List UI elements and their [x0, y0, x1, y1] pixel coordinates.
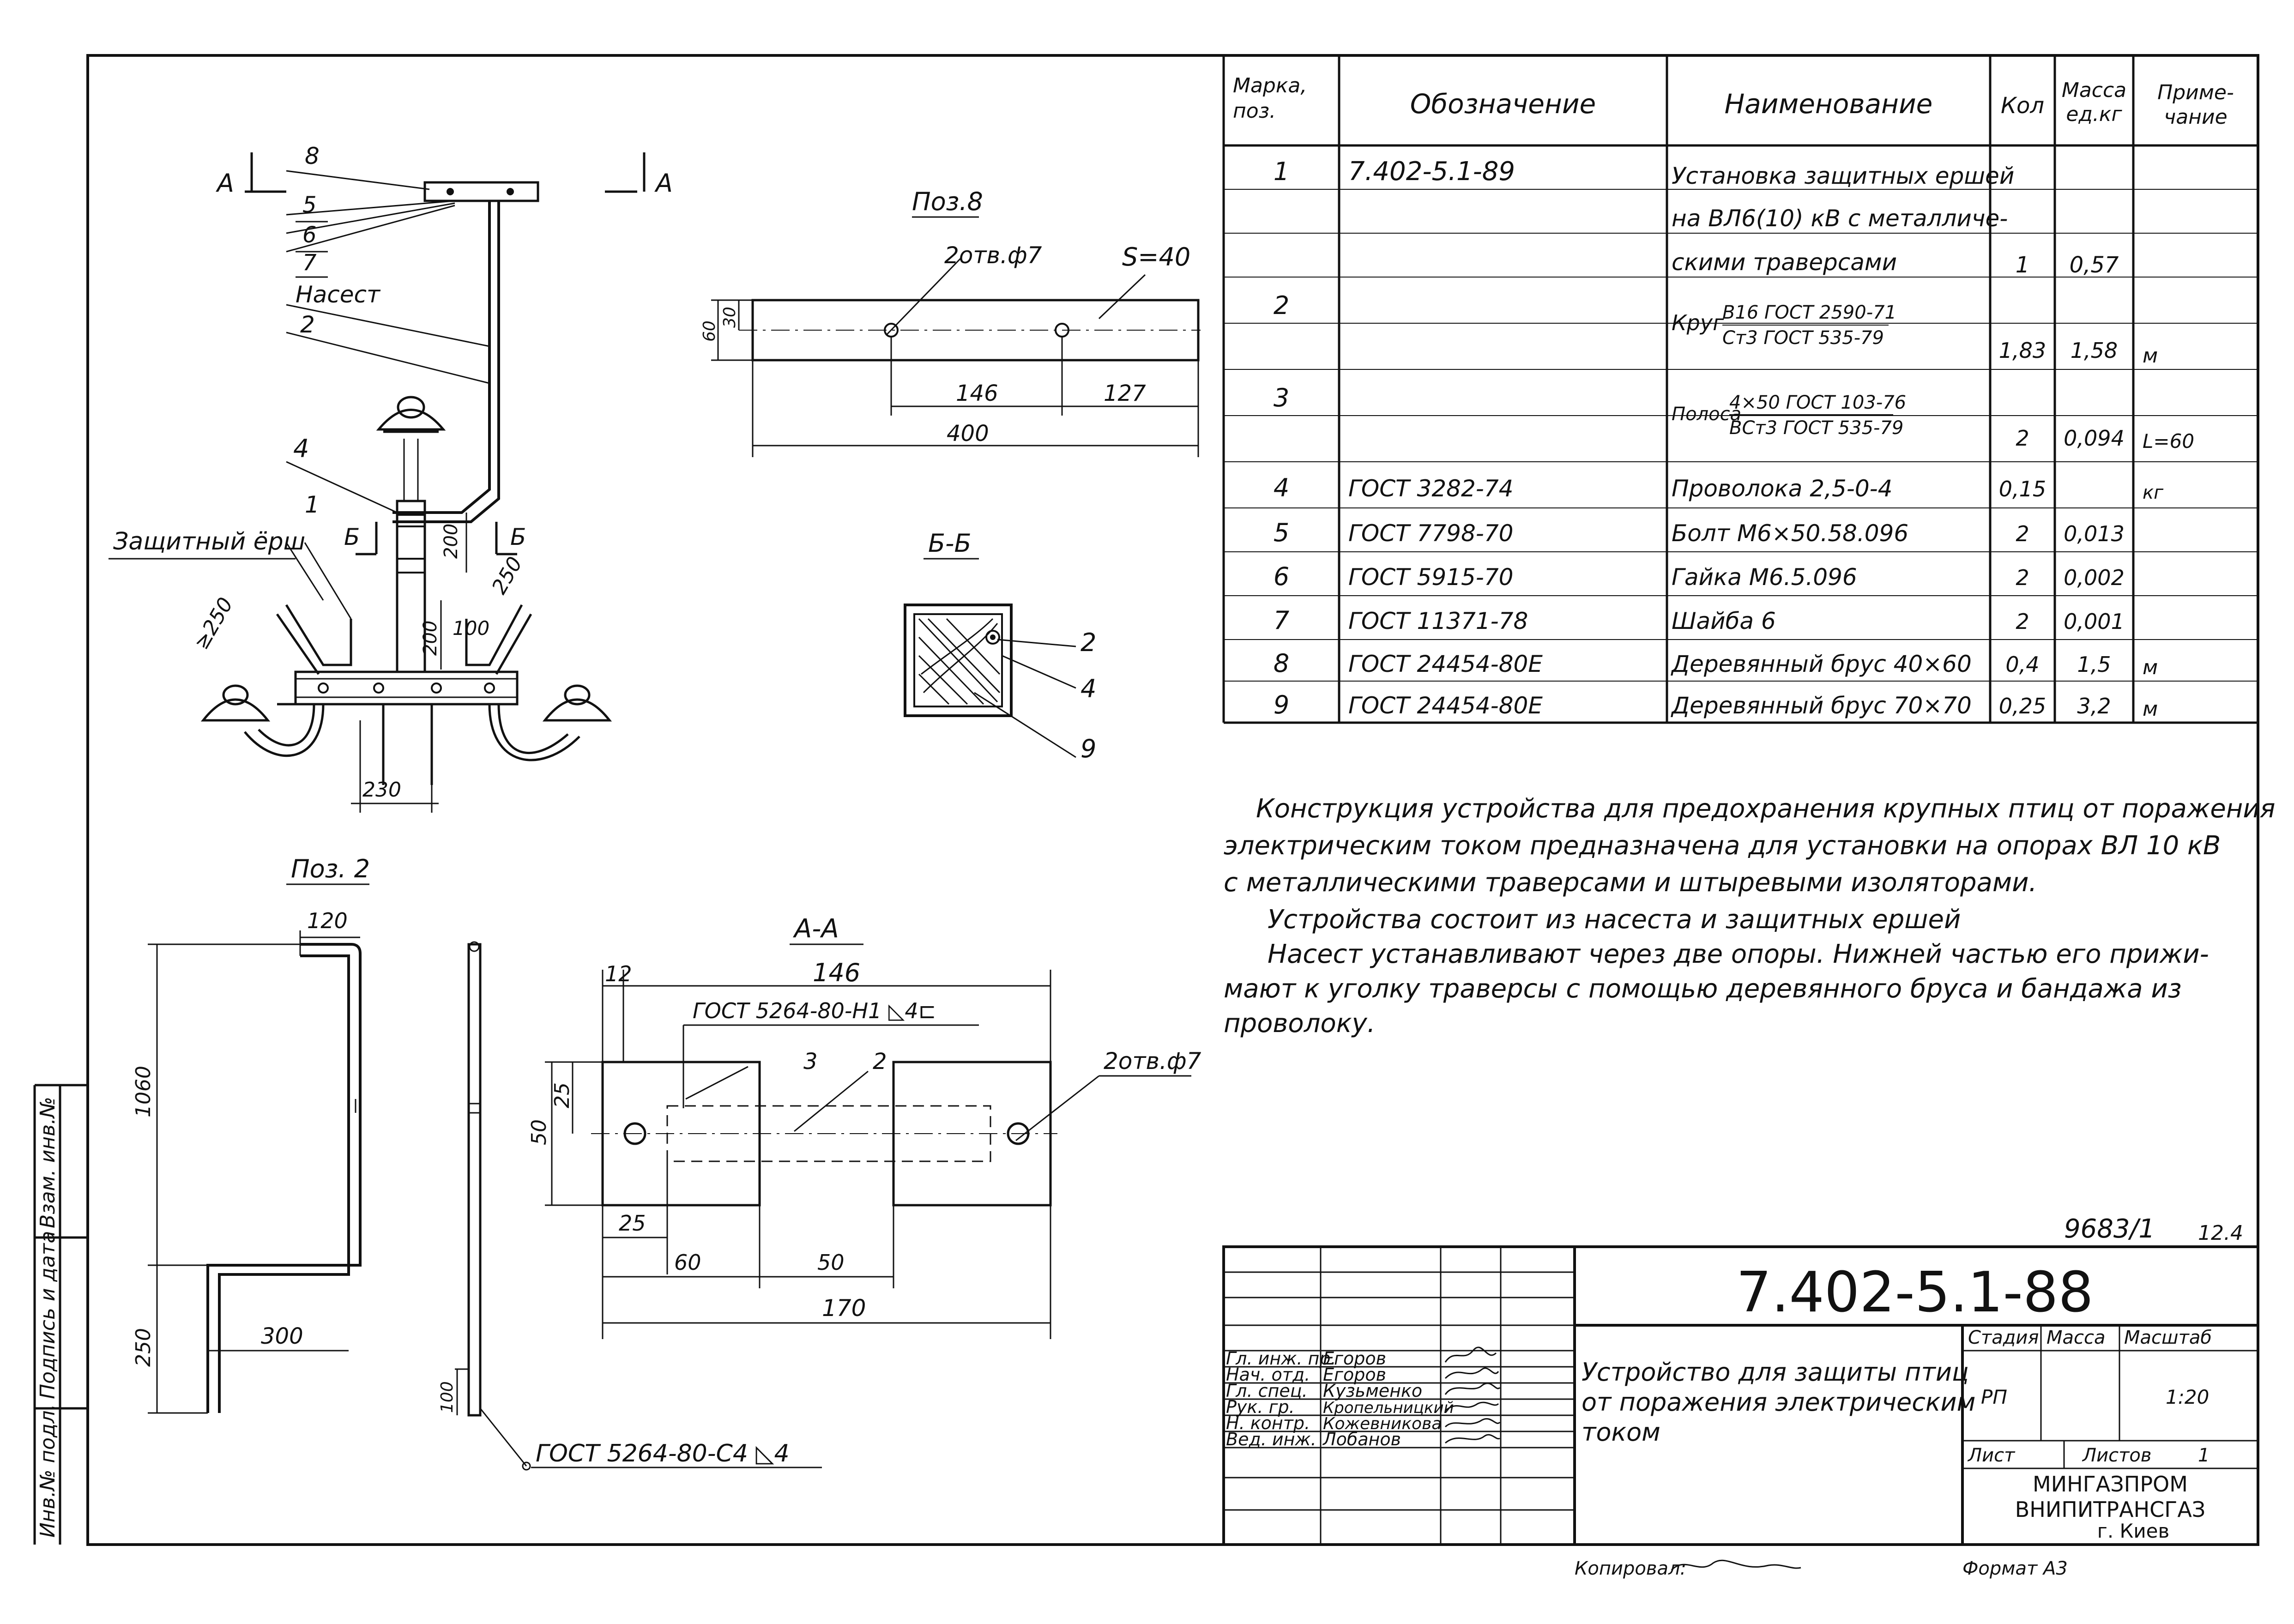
svg-text:250: 250 — [487, 553, 527, 598]
signature-icon — [1445, 1347, 1500, 1443]
svg-text:200: 200 — [441, 523, 462, 559]
svg-text:Масса: Масса — [2046, 1327, 2106, 1348]
svg-text:Листов: Листов — [2083, 1445, 2152, 1466]
svg-text:Егоров: Егоров — [1323, 1348, 1386, 1369]
table-row — [1274, 606, 2125, 635]
svg-text:1: 1 — [305, 491, 320, 518]
section-aa-title: А-А — [794, 914, 839, 944]
svg-text:3: 3 — [803, 1049, 818, 1075]
footer — [1575, 1558, 2068, 1579]
svg-text:мают к уголку траверсы с помощ: мают к уголку траверсы с помощью деревянного бруса и бандажа из — [1224, 974, 2182, 1004]
svg-text:60: 60 — [674, 1250, 701, 1275]
svg-text:0,094: 0,094 — [2064, 426, 2125, 451]
svg-text:200: 200 — [420, 620, 441, 656]
hdr-mass-2: ед.кг — [2066, 103, 2122, 126]
svg-text:Деревянный брус 40×60: Деревянный брус 40×60 — [1672, 651, 1972, 677]
callout-labels — [113, 143, 381, 555]
svg-text:0,25: 0,25 — [1998, 694, 2046, 718]
svg-text:250: 250 — [132, 1328, 155, 1367]
hdr-name: Наименование — [1724, 88, 1933, 120]
svg-text:скими траверсами: скими траверсами — [1672, 249, 1897, 276]
svg-text:Кожевникова: Кожевникова — [1323, 1414, 1442, 1433]
svg-text:3: 3 — [1273, 383, 1290, 412]
section-aa-weld: ГОСТ 5264-80-Н1 ◺4⊏ — [693, 998, 936, 1023]
svg-text:Насест: Насест — [296, 281, 380, 308]
svg-text:Егоров: Егоров — [1323, 1364, 1386, 1385]
hdr-note-1: Приме- — [2157, 81, 2234, 104]
svg-text:Полоса: Полоса — [1672, 404, 1742, 425]
svg-text:25: 25 — [550, 1082, 574, 1108]
pos2-title: Поз. 2 — [291, 854, 370, 883]
table-row — [1274, 649, 2158, 679]
svg-text:8: 8 — [305, 143, 320, 169]
title-block — [1224, 1214, 2258, 1545]
svg-text:Стадия: Стадия — [1968, 1327, 2039, 1348]
table-row — [1274, 562, 2125, 591]
svg-text:50: 50 — [817, 1250, 845, 1275]
svg-text:9: 9 — [1081, 734, 1097, 763]
svg-text:Кузьменко: Кузьменко — [1323, 1381, 1423, 1401]
svg-text:Деревянный брус 70×70: Деревянный брус 70×70 — [1672, 692, 1972, 719]
svg-text:Шайба 6: Шайба 6 — [1672, 608, 1776, 634]
svg-text:Нач. отд.: Нач. отд. — [1226, 1364, 1310, 1385]
svg-text:7: 7 — [1273, 606, 1290, 635]
section-bb-title: Б-Б — [928, 529, 972, 558]
svg-text:2: 2 — [2016, 609, 2029, 634]
table-row — [1274, 690, 2158, 721]
hdr-mark-1: Марка, — [1233, 74, 1307, 97]
svg-text:Конструкция устройства для пре: Конструкция устройства для предохранения крупных птиц от поражения — [1256, 794, 2276, 824]
side-stamp-replace: Взам. инв.№ — [36, 1097, 60, 1228]
svg-text:146: 146 — [813, 958, 861, 987]
svg-text:Гл. спец.: Гл. спец. — [1226, 1381, 1308, 1401]
svg-text:Гайка М6.5.096: Гайка М6.5.096 — [1672, 564, 1857, 591]
svg-text:Вед. инж.: Вед. инж. — [1226, 1429, 1316, 1449]
table-row — [1274, 473, 2164, 503]
table-row — [1274, 157, 2119, 278]
svg-text:РП: РП — [1981, 1386, 2007, 1408]
svg-text:0,001: 0,001 — [2064, 609, 2125, 634]
doc-title-3: током — [1582, 1418, 1660, 1447]
pos8-thickness: S=40 — [1122, 242, 1191, 272]
section-b-right-mark: Б — [510, 524, 526, 550]
svg-text:Круг: Круг — [1672, 310, 1724, 335]
svg-text:1,5: 1,5 — [2077, 652, 2111, 677]
svg-text:≥250: ≥250 — [189, 593, 238, 654]
org-line-2: ВНИПИТРАНСГАЗ — [2015, 1497, 2206, 1522]
svg-text:Лобанов: Лобанов — [1323, 1429, 1401, 1449]
pos8-holes: 2отв.ф7 — [944, 242, 1042, 269]
format-label: Формат А3 — [1962, 1558, 2068, 1579]
svg-text:ГОСТ 24454-80Е: ГОСТ 24454-80Е — [1348, 692, 1543, 719]
svg-text:1: 1 — [2015, 252, 2030, 278]
table-row — [1274, 291, 2158, 368]
svg-text:146: 146 — [956, 380, 998, 406]
svg-text:Масштаб: Масштаб — [2124, 1327, 2212, 1348]
table-row — [1274, 518, 2125, 547]
svg-text:127: 127 — [1104, 380, 1146, 406]
svg-text:ГОСТ 24454-80Е: ГОСТ 24454-80Е — [1348, 651, 1543, 677]
svg-text:Лист: Лист — [1968, 1445, 2015, 1466]
svg-text:2: 2 — [2016, 521, 2029, 546]
svg-text:7: 7 — [302, 250, 317, 276]
svg-text:ГОСТ 11371-78: ГОСТ 11371-78 — [1348, 608, 1528, 634]
svg-text:1:20: 1:20 — [2166, 1386, 2209, 1408]
svg-text:L=60: L=60 — [2143, 430, 2195, 453]
svg-text:60: 60 — [700, 320, 719, 342]
svg-text:проволоку.: проволоку. — [1224, 1008, 1376, 1038]
hdr-mark-2: поз. — [1233, 99, 1276, 123]
svg-text:9: 9 — [1273, 690, 1290, 719]
hdr-mass-1: Масса — [2061, 78, 2127, 102]
signatory-list — [1226, 1348, 1454, 1449]
svg-text:2: 2 — [1081, 628, 1097, 657]
section-aa-view — [527, 914, 1201, 1339]
spec-table — [1224, 55, 2258, 723]
svg-text:с металлическими траверсами и: с металлическими траверсами и штыревыми изоляторами. — [1224, 868, 2037, 898]
svg-text:5: 5 — [1273, 518, 1290, 547]
svg-text:электрическим током предназнач: электрическим током предназначена для установки на опорах ВЛ 10 кВ — [1224, 831, 2221, 861]
svg-text:Проволока 2,5-0-4: Проволока 2,5-0-4 — [1672, 475, 1893, 502]
svg-text:100: 100 — [453, 617, 490, 640]
svg-text:3,2: 3,2 — [2077, 694, 2111, 718]
notes-text — [1224, 794, 2275, 1038]
svg-text:7.402-5.1-89: 7.402-5.1-89 — [1348, 157, 1515, 187]
svg-text:2: 2 — [2016, 565, 2029, 590]
org-line-3: г. Киев — [2097, 1520, 2170, 1542]
svg-text:30: 30 — [720, 307, 739, 328]
svg-text:300: 300 — [261, 1323, 303, 1349]
svg-text:ВСт3 ГОСТ 535-79: ВСт3 ГОСТ 535-79 — [1729, 417, 1904, 439]
table-row — [1274, 383, 2194, 453]
svg-text:100: 100 — [438, 1381, 457, 1413]
svg-text:4×50 ГОСТ 103-76: 4×50 ГОСТ 103-76 — [1729, 392, 1907, 413]
svg-text:0,4: 0,4 — [2005, 652, 2040, 677]
svg-text:кг: кг — [2143, 482, 2164, 503]
svg-text:25: 25 — [619, 1211, 646, 1236]
section-aa-holes: 2отв.ф7 — [1104, 1048, 1201, 1075]
svg-text:8: 8 — [1273, 649, 1290, 678]
side-stamp-inv: Инв.№ подл. — [36, 1404, 60, 1538]
doc-title-2: от поражения электрическим — [1582, 1388, 1976, 1417]
ersh-label: Защитный ёрш — [113, 528, 306, 555]
doc-title-1: Устройство для защиты птиц — [1582, 1358, 1969, 1387]
svg-text:6: 6 — [1273, 562, 1290, 591]
svg-text:Ст3 ГОСТ 535-79: Ст3 ГОСТ 535-79 — [1722, 327, 1884, 349]
svg-text:м: м — [2143, 344, 2158, 368]
svg-text:400: 400 — [947, 421, 989, 447]
svg-text:1,58: 1,58 — [2070, 338, 2118, 363]
svg-text:4: 4 — [1273, 473, 1290, 502]
svg-text:170: 170 — [822, 1295, 866, 1322]
pos8-title: Поз.8 — [912, 187, 983, 216]
svg-text:5: 5 — [302, 192, 317, 218]
svg-text:Н. контр.: Н. контр. — [1226, 1413, 1310, 1433]
hdr-qty: Кол — [2000, 93, 2045, 119]
svg-text:Болт М6×50.58.096: Болт М6×50.58.096 — [1672, 520, 1909, 547]
copied-by: Копировал: — [1575, 1558, 1687, 1579]
signature-icon — [1672, 1560, 1801, 1570]
hdr-note-2: чание — [2164, 105, 2228, 129]
svg-text:12: 12 — [605, 961, 632, 986]
svg-text:0,15: 0,15 — [1998, 477, 2046, 501]
svg-text:Кропельницкий: Кропельницкий — [1323, 1399, 1454, 1417]
svg-text:Насест устанавливают через две: Насест устанавливают через две опоры. Нижней частью его прижи- — [1268, 939, 2209, 969]
svg-text:Установка защитных ершей: Установка защитных ершей — [1672, 163, 2015, 189]
svg-text:В16 ГОСТ 2590-71: В16 ГОСТ 2590-71 — [1722, 302, 1897, 323]
svg-text:6: 6 — [302, 222, 317, 248]
svg-text:1: 1 — [2198, 1445, 2210, 1466]
doc-number: 7.402-5.1-88 — [1736, 1261, 2094, 1325]
svg-text:на ВЛ6(10) кВ с металличе-: на ВЛ6(10) кВ с металличе- — [1672, 205, 2008, 232]
svg-text:1,83: 1,83 — [1998, 338, 2046, 363]
svg-text:Устройства состоит из насеста: Устройства состоит из насеста и защитных ершей — [1268, 905, 1961, 935]
sheet-mark: 12.4 — [2198, 1221, 2243, 1245]
svg-text:2: 2 — [873, 1049, 887, 1075]
svg-text:Рук. гр.: Рук. гр. — [1226, 1397, 1295, 1417]
svg-text:ГОСТ 7798-70: ГОСТ 7798-70 — [1348, 520, 1514, 547]
svg-text:ГОСТ 5915-70: ГОСТ 5915-70 — [1348, 564, 1514, 591]
side-stamp-sign: Подпись и дата — [36, 1231, 60, 1399]
svg-text:4: 4 — [293, 434, 309, 463]
org-line-1: МИНГАЗПРОМ — [2033, 1472, 2188, 1497]
svg-text:2: 2 — [2016, 426, 2029, 451]
svg-text:120: 120 — [307, 908, 348, 933]
svg-text:4: 4 — [1081, 674, 1097, 703]
svg-text:230: 230 — [362, 778, 401, 802]
svg-text:1060: 1060 — [132, 1066, 155, 1117]
svg-text:Гл. инж. пр.: Гл. инж. пр. — [1226, 1348, 1336, 1369]
pos2-weld: ГОСТ 5264-80-С4 ◺4 — [536, 1440, 790, 1467]
insulator-icon — [203, 686, 323, 756]
hdr-designation: Обозначение — [1410, 88, 1596, 120]
svg-text:0,013: 0,013 — [2064, 521, 2125, 546]
svg-text:0,57: 0,57 — [2069, 252, 2119, 278]
archive-number: 9683/1 — [2064, 1214, 2155, 1244]
insulator-icon — [379, 397, 443, 432]
section-a-left: А — [217, 169, 234, 198]
svg-text:2: 2 — [300, 311, 315, 338]
svg-text:ГОСТ 3282-74: ГОСТ 3282-74 — [1348, 475, 1514, 502]
svg-text:2: 2 — [1273, 291, 1290, 320]
svg-text:м: м — [2143, 656, 2158, 679]
side-stamp — [35, 1085, 88, 1545]
svg-text:50: 50 — [527, 1119, 551, 1145]
svg-text:1: 1 — [1273, 157, 1290, 186]
svg-text:м: м — [2143, 697, 2158, 721]
section-bb-view — [905, 529, 1096, 763]
pos8-view — [700, 187, 1201, 457]
section-b-left-mark: Б — [344, 524, 360, 550]
svg-text:0,002: 0,002 — [2064, 565, 2125, 590]
section-a-right: А — [656, 169, 673, 198]
main-view — [109, 143, 673, 813]
